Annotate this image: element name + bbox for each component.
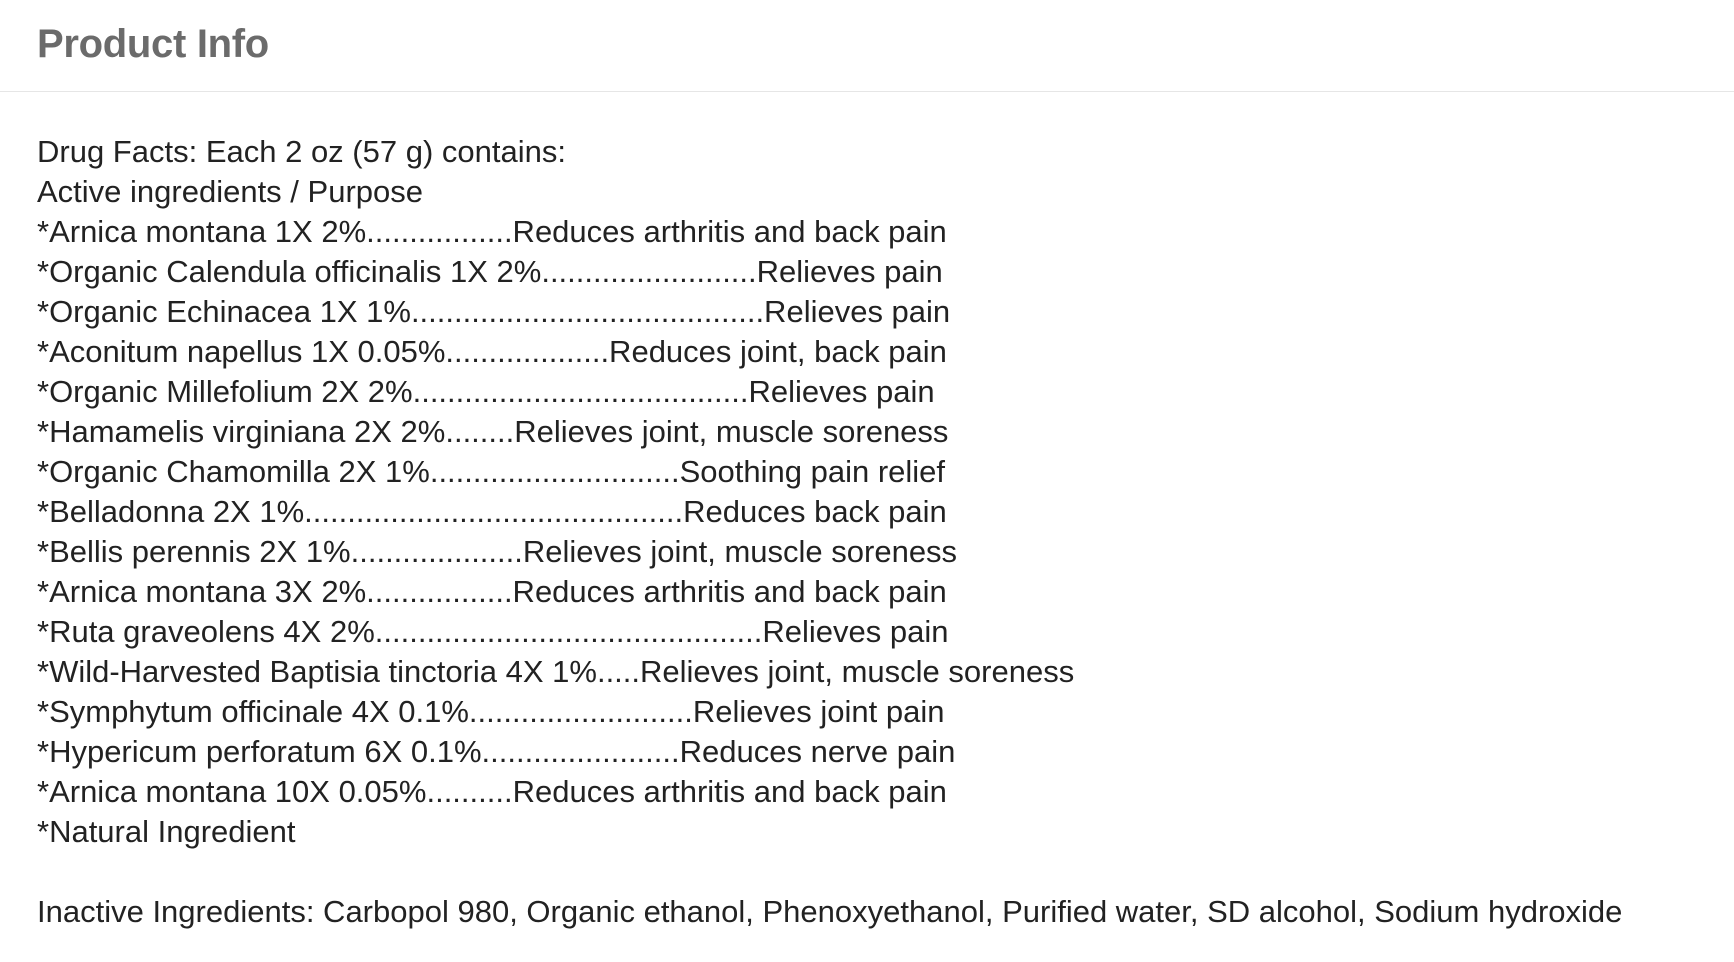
ingredient-row: *Hypericum perforatum 6X 0.1%.......................Reduces nerve pain xyxy=(37,734,956,769)
ingredient-row: *Arnica montana 3X 2%.................Reduces arthritis and back pain xyxy=(37,574,947,609)
ingredient-row: *Symphytum officinale 4X 0.1%..........................Relieves joint pain xyxy=(37,694,945,729)
inactive-ingredients-line: Inactive Ingredients: Carbopol 980, Organic ethanol, Phenoxyethanol, Purified water, SD alcohol, Sodium hydroxide xyxy=(37,894,1623,929)
natural-ingredient-footnote: *Natural Ingredient xyxy=(37,814,296,849)
ingredient-row: *Bellis perennis 2X 1%....................Relieves joint, muscle soreness xyxy=(37,534,958,569)
drug-facts-line: Drug Facts: Each 2 oz (57 g) contains: xyxy=(37,134,566,169)
section-header xyxy=(0,0,1734,92)
ingredient-row: *Organic Chamomilla 2X 1%.............................Soothing pain relief xyxy=(37,454,946,489)
ingredient-row: *Wild-Harvested Baptisia tinctoria 4X 1%.....Relieves joint, muscle soreness xyxy=(37,654,1075,689)
ingredient-row: *Belladonna 2X 1%............................................Reduces back pain xyxy=(37,494,947,529)
ingredient-row: *Arnica montana 10X 0.05%..........Reduces arthritis and back pain xyxy=(37,774,947,809)
active-ingredients-heading: Active ingredients / Purpose xyxy=(37,174,423,209)
product-info-content xyxy=(37,132,1694,932)
ingredient-list xyxy=(37,212,1694,812)
ingredient-row: *Organic Calendula officinalis 1X 2%.........................Relieves pain xyxy=(37,254,943,289)
ingredient-row: *Arnica montana 1X 2%.................Reduces arthritis and back pain xyxy=(37,214,947,249)
ingredient-row: *Organic Echinacea 1X 1%.........................................Relieves pain xyxy=(37,294,951,329)
section-title: Product Info xyxy=(37,22,269,66)
ingredient-row: *Organic Millefolium 2X 2%.......................................Relieves pain xyxy=(37,374,935,409)
section-spacer xyxy=(37,852,1694,892)
ingredient-row: *Aconitum napellus 1X 0.05%...................Reduces joint, back pain xyxy=(37,334,947,369)
ingredient-row: *Hamamelis virginiana 2X 2%........Relieves joint, muscle soreness xyxy=(37,414,949,449)
ingredient-row: *Ruta graveolens 4X 2%.............................................Relieves pain xyxy=(37,614,949,649)
